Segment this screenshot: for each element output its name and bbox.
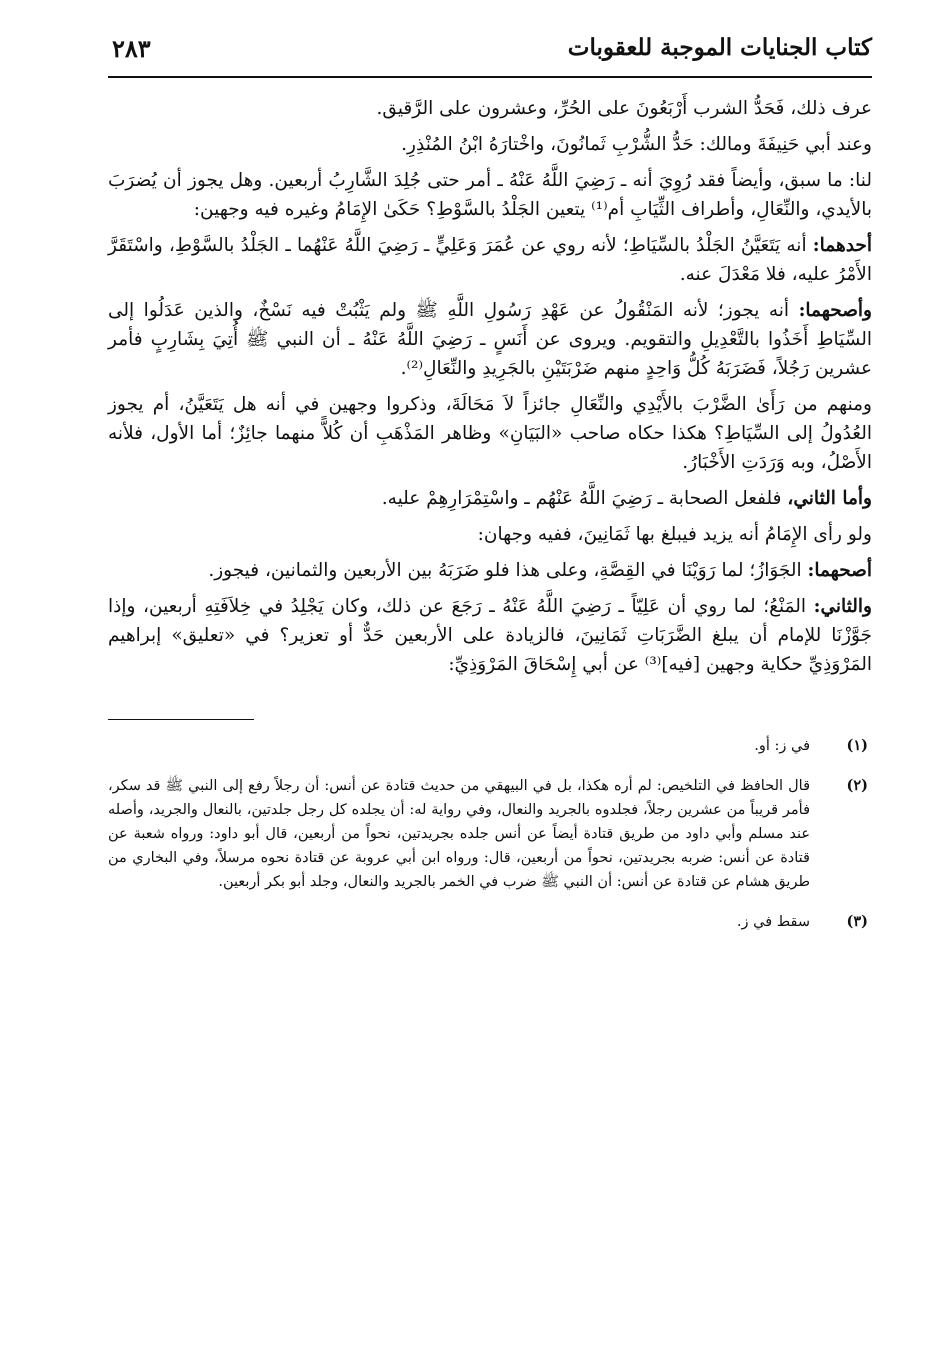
main-text xyxy=(108,94,872,679)
paragraph-lead: والثاني: xyxy=(813,596,872,617)
paragraph-text: ولو رأى الإِمَامُ أنه يزيد فيبلغ بها ثَمَانِينَ، ففيه وجهان: xyxy=(477,524,872,545)
paragraph-lead: أصحهما: xyxy=(807,560,872,581)
paragraph-text: المَنْعُ؛ لما روي أن عَلِيّاً ـ رَضِيَ اللَّهُ عَنْهُ ـ رَجَعَ عن ذلك، وكان يَجْلِدُ في خِلاَفَتِهِ أربعين، وإذا جَوَّزْنَا للإمام أن يبلغ الضَّرَبَاتِ ثَمَانِينَ، فالزيادة على الأربعين حَدٌّ أو تعزير؟ في «تعليق» إبراهيم المَرْوَذِيِّ حكاية وجهين [فيه]⁽³⁾ عن أبي إِسْحَاقَ المَرْوَذِيِّ: xyxy=(108,596,872,675)
paragraph xyxy=(108,592,872,679)
paragraph-text: عرف ذلك، فَحَدُّ الشرب أَرْبَعُونَ على الحُرِّ، وعشرون على الرَّقيق. xyxy=(376,98,872,119)
paragraph-lead: وأما الثاني، xyxy=(787,488,872,509)
footnote-number: (٢) xyxy=(846,777,868,794)
paragraph-text: ومنهم من رَأَىٰ الضَّرْبَ بالأَيْدِي والنِّعَالِ جائزاً لاَ مَحَالَةَ، وذكروا وجهين في أنه هل يَتَعَيَّنُ، أم يجوز العُدُولُ إلى السِّيَاطِ؟ هكذا حكاه صاحب «البَيَانِ» وظاهر المَذْهَبِ أن كُلاًّ منهما جائِزٌ؛ أما الأول، فلأنه الأَصْلُ، وبه وَرَدَتِ الأَخْبَارُ. xyxy=(108,394,872,473)
paragraph-text: لنا: ما سبق، وأيضاً فقد رُوِيَ أنه ـ رَضِيَ اللَّهُ عَنْهُ ـ أمر حتى جُلِدَ الشَّارِبُ أربعين. وهل يجوز أن يُضرَبَ بالأيدي، والنِّعَالِ، وأطراف الثِّيَابِ أم⁽¹⁾ يتعين الجَلْدُ بالسَّوْطِ؟ حَكَىٰ الإِمَامُ وغيره فيه وجهين: xyxy=(108,170,872,220)
paragraph xyxy=(108,94,872,123)
paragraph xyxy=(108,484,872,513)
footnote-text: في ز: أو. xyxy=(754,738,810,754)
paragraph xyxy=(108,520,872,549)
footnote-text: سقط في ز. xyxy=(736,914,810,930)
paragraph-lead: أحدهما: xyxy=(812,235,872,256)
paragraph-text: فلفعل الصحابة ـ رَضِيَ اللَّهُ عَنْهُم ـ واسْتِمْرَارِهِمْ عليه. xyxy=(381,488,782,509)
header-rule xyxy=(108,76,872,78)
footnote-number: (٣) xyxy=(846,913,868,930)
paragraph-text: الجَوَازُ؛ لما رَوَيْنَا في القِصَّةِ، وعلى هذا فلو ضَرَبَهُ بين الأربعين والثمانين، فيجوز. xyxy=(208,560,802,581)
running-title: كتاب الجنايات الموجبة للعقوبات xyxy=(567,34,872,61)
footnotes xyxy=(108,734,872,934)
page-number: ٢٨٣ xyxy=(112,34,151,63)
paragraph xyxy=(108,296,872,383)
footnote xyxy=(108,910,872,934)
footnote-text: قال الحافظ في التلخيص: لم أره هكذا، بل في البيهقي من حديث قتادة عن أنس: أن رجلاً رفع إلى النبي ﷺ قد سكر، فأمر قريباً من عشرين رجلاً، فجلدوه بالجريد والنعال، وفي رواية له: أن يجلده كل رجل جلدتين، بالنعال والجريد، وأصله عند مسلم وأبي داود من طريق قتادة أيضاً عن أنس جلده بجريدتين، نحواً من أربعين، قال أبو داود: ورواه شعبة عن قتادة عن أنس: ضربه بجريدتين، نحواً من أربعين، قال: ورواه ابن أبي عروبة عن قتادة نحوه مرسلاً، وفي البخاري من طريق هشام عن قتادة عن أنس: أن النبي ﷺ ضرب في الخمر بالجريد والنعال، وجلد أبو بكر أربعين. xyxy=(108,778,810,890)
paragraph xyxy=(108,556,872,585)
paragraph xyxy=(108,130,872,159)
paragraph-text: وعند أبي حَنِيفَةَ ومالك: حَدُّ الشُّرْبِ ثَمانُونَ، واخْتارَهُ ابْنُ المُنْذِرِ. xyxy=(401,134,872,155)
paragraph-lead: وأصحهما: xyxy=(798,300,872,321)
paragraph-text: أنه يجوز؛ لأنه المَنْقُولُ عن عَهْدِ رَسُولِ اللَّهِ ﷺ ولم يَثْبُتْ فيه نَسْخٌ، والذين عَدَلُوا إلى السِّيَاطِ أَخَذُوا بالتَّعْدِيلِ والتقويم. ويروى عن أَنَسٍ ـ رَضِيَ اللَّهُ عَنْهُ ـ أن النبي ﷺ أُتِيَ بِشَارِبٍ فأمر عشرين رَجُلاً، فَضَرَبَهُ كُلُّ وَاحِدٍ منهم ضَرْبَتَيْنِ بالجَرِيدِ والنِّعَالِ⁽²⁾. xyxy=(108,300,872,379)
book-page xyxy=(108,30,872,1330)
page-header xyxy=(108,30,872,88)
footnote xyxy=(108,734,872,758)
paragraph xyxy=(108,390,872,477)
footnote-separator xyxy=(108,719,254,720)
footnote xyxy=(108,774,872,894)
paragraph-text: أنه يَتَعَيَّنُ الجَلْدُ بالسِّيَاطِ؛ لأنه روي عن عُمَرَ وَعَلِيٍّ ـ رَضِيَ اللَّهُ عَنْهُما ـ الجَلْدُ بالسَّوْطِ، واسْتَقَرَّ الأَمْرُ عليه، فلا مَعْدَلَ عنه. xyxy=(108,235,872,285)
paragraph xyxy=(108,231,872,289)
footnote-number: (١) xyxy=(846,737,868,754)
paragraph xyxy=(108,166,872,224)
